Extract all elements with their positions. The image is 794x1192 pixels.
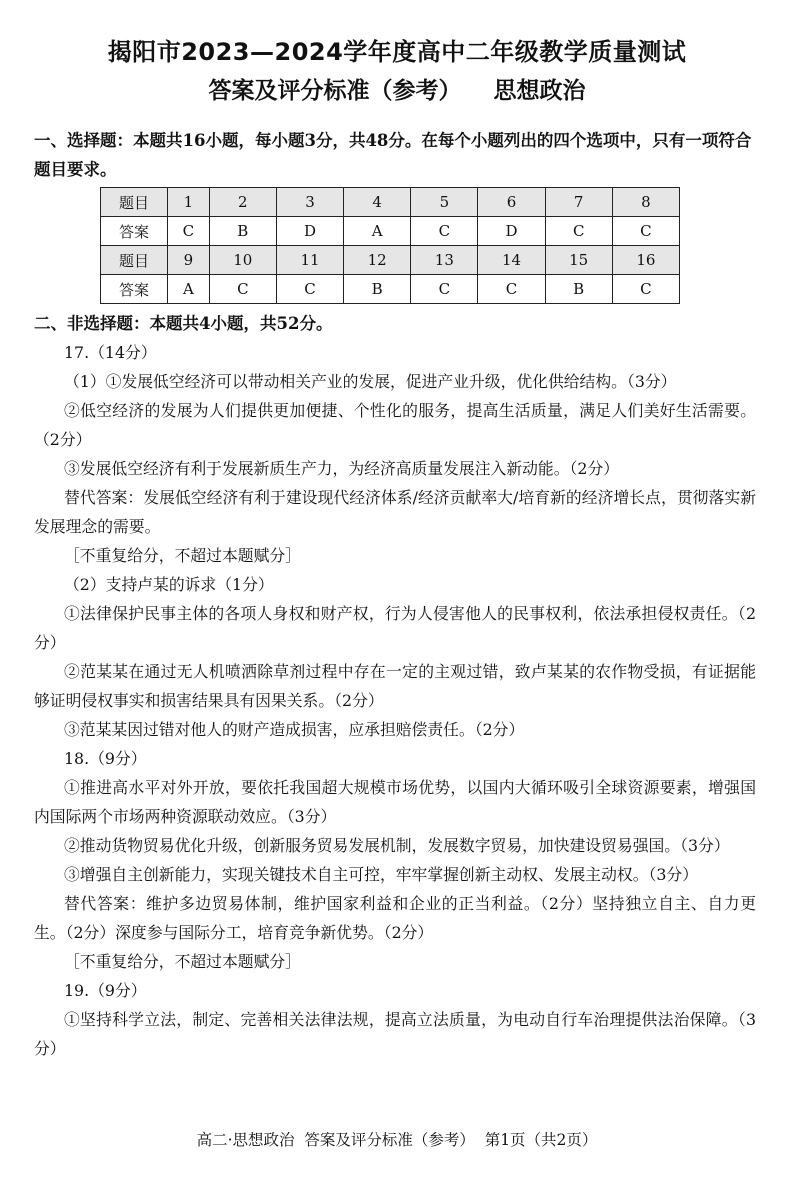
document-subtitle: 答案及评分标准（参考） 思想政治 (208, 78, 586, 104)
table-cell: C (209, 275, 276, 304)
answer-paragraph: ①推进高水平对外开放，要依托我国超大规模市场优势，以国内大循环吸引全球资源要素，增强国内国际两个市场两种资源联动效应。（3分） (34, 778, 756, 826)
table-cell: 15 (545, 246, 612, 275)
table-cell: A (344, 217, 411, 246)
answer-paragraph: ②低空经济的发展为人们提供更加便捷、个性化的服务，提高生活质量，满足人们美好生活需要。（2分） (34, 401, 756, 449)
table-row (101, 188, 680, 217)
table-cell: C (612, 217, 679, 246)
table-row (101, 217, 680, 246)
answer-paragraph: ①法律保护民事主体的各项人身权和财产权，行为人侵害他人的民事权利，依法承担侵权责任。（2分） (34, 604, 756, 652)
answer-paragraph: ②推动货物贸易优化升级，创新服务贸易发展机制，发展数字贸易，加快建设贸易强国。（3分） (64, 836, 730, 855)
table-cell: 9 (168, 246, 210, 275)
answer-paragraph: 19.（9分） (64, 981, 147, 1000)
table-cell: 10 (209, 246, 276, 275)
table-cell: D (276, 217, 343, 246)
table-cell: C (545, 217, 612, 246)
table-row-label: 答案 (101, 217, 168, 246)
table-cell: 4 (344, 188, 411, 217)
table-cell: 2 (209, 188, 276, 217)
table-row (101, 246, 680, 275)
table-cell: 8 (612, 188, 679, 217)
answer-paragraph: 18.（9分） (64, 749, 147, 768)
table-cell: 1 (168, 188, 210, 217)
table-cell: 14 (478, 246, 545, 275)
table-cell: 7 (545, 188, 612, 217)
table-cell: 12 (344, 246, 411, 275)
table-cell: C (411, 275, 478, 304)
answer-paragraph: 17.（14分） (64, 343, 157, 362)
answer-paragraph: ③增强自主创新能力，实现关键技术自主可控，牢牢掌握创新主动权、发展主动权。（3分） (64, 865, 699, 884)
table-cell: 6 (478, 188, 545, 217)
answer-paragraph: （1）①发展低空经济可以带动相关产业的发展，促进产业升级，优化供给结构。（3分） (64, 372, 677, 391)
table-cell: C (612, 275, 679, 304)
answer-paragraph: （2）支持卢某的诉求（1分） (64, 575, 274, 594)
answer-paragraph: 替代答案：发展低空经济有利于建设现代经济体系/经济贡献率大/培育新的经济增长点，贯彻落实新发展理念的需要。 (34, 488, 756, 536)
page-footer: 高二·思想政治 答案及评分标准（参考） 第1页（共2页） (196, 1131, 598, 1149)
table-cell: 3 (276, 188, 343, 217)
table-cell: C (478, 275, 545, 304)
table-cell: 5 (411, 188, 478, 217)
answer-body (34, 338, 756, 1063)
table-cell: 13 (411, 246, 478, 275)
answer-paragraph: 替代答案：维护多边贸易体制，维护国家利益和企业的正当利益。（2分）坚持独立自主、自力更生。（2分）深度参与国际分工，培育竞争新优势。（2分） (34, 894, 756, 942)
answer-paragraph: ②范某某在通过无人机喷洒除草剂过程中存在一定的主观过错，致卢某某的农作物受损，有证据能够证明侵权事实和损害结果具有因果关系。（2分） (34, 662, 756, 710)
table-cell: D (478, 217, 545, 246)
answer-paragraph: ①坚持科学立法，制定、完善相关法律法规，提高立法质量，为电动自行车治理提供法治保障。（3分） (34, 1010, 756, 1058)
table-cell: C (168, 217, 210, 246)
table-row-label: 题目 (101, 246, 168, 275)
table-row (101, 275, 680, 304)
table-cell: B (344, 275, 411, 304)
table-cell: C (411, 217, 478, 246)
table-cell: 16 (612, 246, 679, 275)
table-cell: C (276, 275, 343, 304)
answer-paragraph: ［不重复给分，不超过本题赋分］ (64, 546, 301, 565)
table-cell: 11 (276, 246, 343, 275)
table-cell: B (209, 217, 276, 246)
answer-paragraph: ［不重复给分，不超过本题赋分］ (64, 952, 301, 971)
table-row-label: 题目 (101, 188, 168, 217)
section2-heading: 二、非选择题：本题共4小题，共52分。 (34, 314, 333, 333)
answer-paragraph: ③发展低空经济有利于发展新质生产力，为经济高质量发展注入新动能。（2分） (64, 459, 620, 478)
table-row-label: 答案 (101, 275, 168, 304)
answer-table (100, 187, 680, 304)
table-cell: B (545, 275, 612, 304)
document-title: 揭阳市2023—2024学年度高中二年级教学质量测试 (107, 38, 687, 66)
section1-heading: 一、选择题：本题共16小题，每小题3分，共48分。在每个小题列出的四个选项中，只有一项符合题目要求。 (34, 131, 752, 179)
answer-paragraph: ③范某某因过错对他人的财产造成损害，应承担赔偿责任。（2分） (64, 720, 525, 739)
table-cell: A (168, 275, 210, 304)
